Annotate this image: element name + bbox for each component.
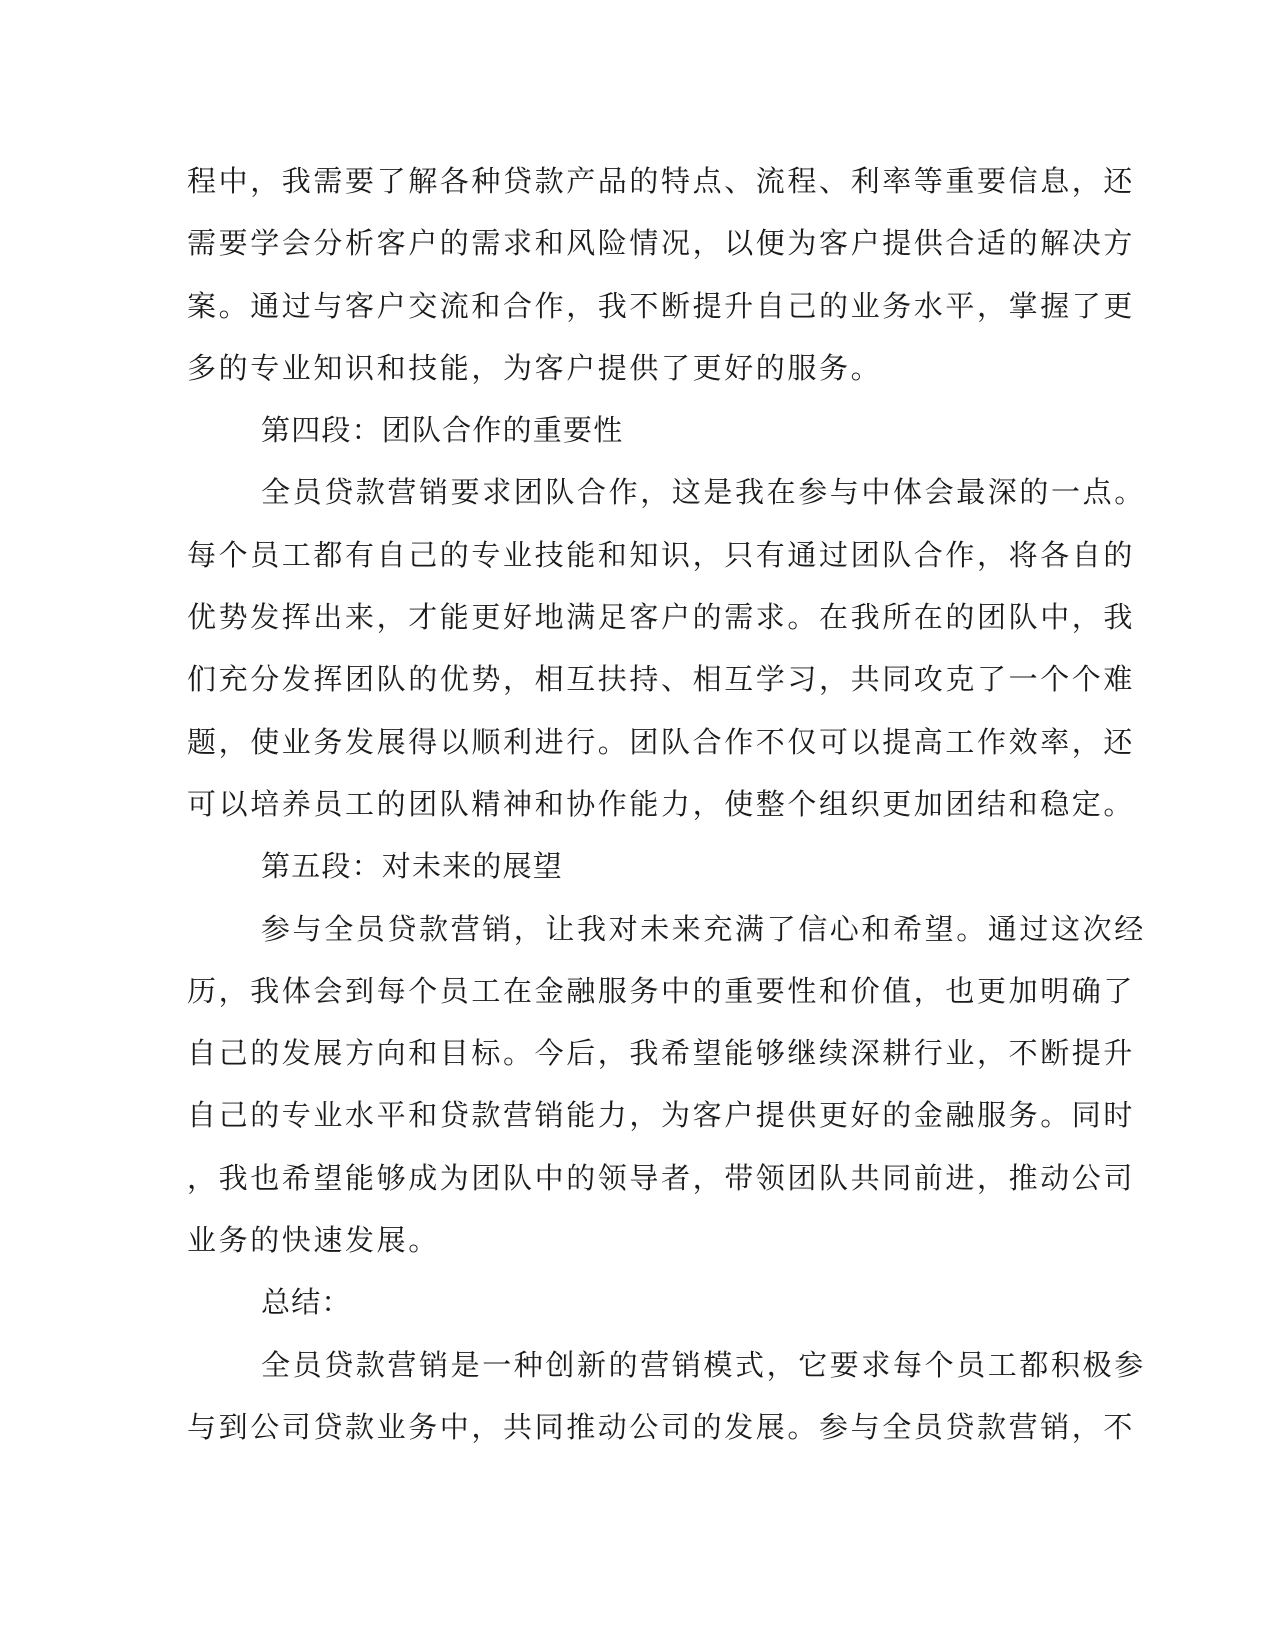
paragraph-first-line: 参与全员贷款营销，让我对未来充满了信心和希望。通过这次经 (261, 911, 1146, 946)
text-line: 们充分发挥团队的优势，相互扶持、相互学习，共同攻克了一个个难 (187, 662, 1136, 697)
text-line: 自己的发展方向和目标。今后，我希望能够继续深耕行业，不断提升 (187, 1036, 1136, 1071)
text-line: 可以培养员工的团队精神和协作能力，使整个组织更加团结和稳定。 (187, 786, 1136, 821)
section-heading-5: 第五段：对未来的展望 (261, 849, 564, 884)
text-line: 程中，我需要了解各种贷款产品的特点、流程、利率等重要信息，还 (187, 164, 1136, 198)
text-line: 自己的专业水平和贷款营销能力，为客户提供更好的金融服务。同时 (187, 1098, 1136, 1133)
paragraph-first-line: 全员贷款营销要求团队合作，这是我在参与中体会最深的一点。 (261, 475, 1146, 510)
paragraph-first-line: 全员贷款营销是一种创新的营销模式，它要求每个员工都积极参 (261, 1347, 1146, 1382)
document-body (187, 150, 1146, 1458)
summary-heading: 总结： (261, 1285, 352, 1320)
text-line: 需要学会分析客户的需求和风险情况，以便为客户提供合适的解决方 (187, 226, 1136, 261)
text-line: 多的专业知识和技能，为客户提供了更好的服务。 (187, 350, 883, 385)
text-line: 业务的快速发展。 (187, 1223, 440, 1258)
text-line: 历，我体会到每个员工在金融服务中的重要性和价值，也更加明确了 (187, 973, 1136, 1008)
text-line: 每个员工都有自己的专业技能和知识，只有通过团队合作，将各自的 (187, 537, 1136, 572)
text-line: 优势发挥出来，才能更好地满足客户的需求。在我所在的团队中，我 (187, 600, 1136, 635)
text-line: 题，使业务发展得以顺利进行。团队合作不仅可以提高工作效率，还 (187, 724, 1136, 759)
text-line: 与到公司贷款业务中，共同推动公司的发展。参与全员贷款营销，不 (187, 1409, 1136, 1444)
text-line: ，我也希望能够成为团队中的领导者，带领团队共同前进，推动公司 (187, 1160, 1136, 1195)
section-heading-4: 第四段：团队合作的重要性 (261, 413, 624, 448)
text-line: 案。通过与客户交流和合作，我不断提升自己的业务水平，掌握了更 (187, 288, 1136, 323)
